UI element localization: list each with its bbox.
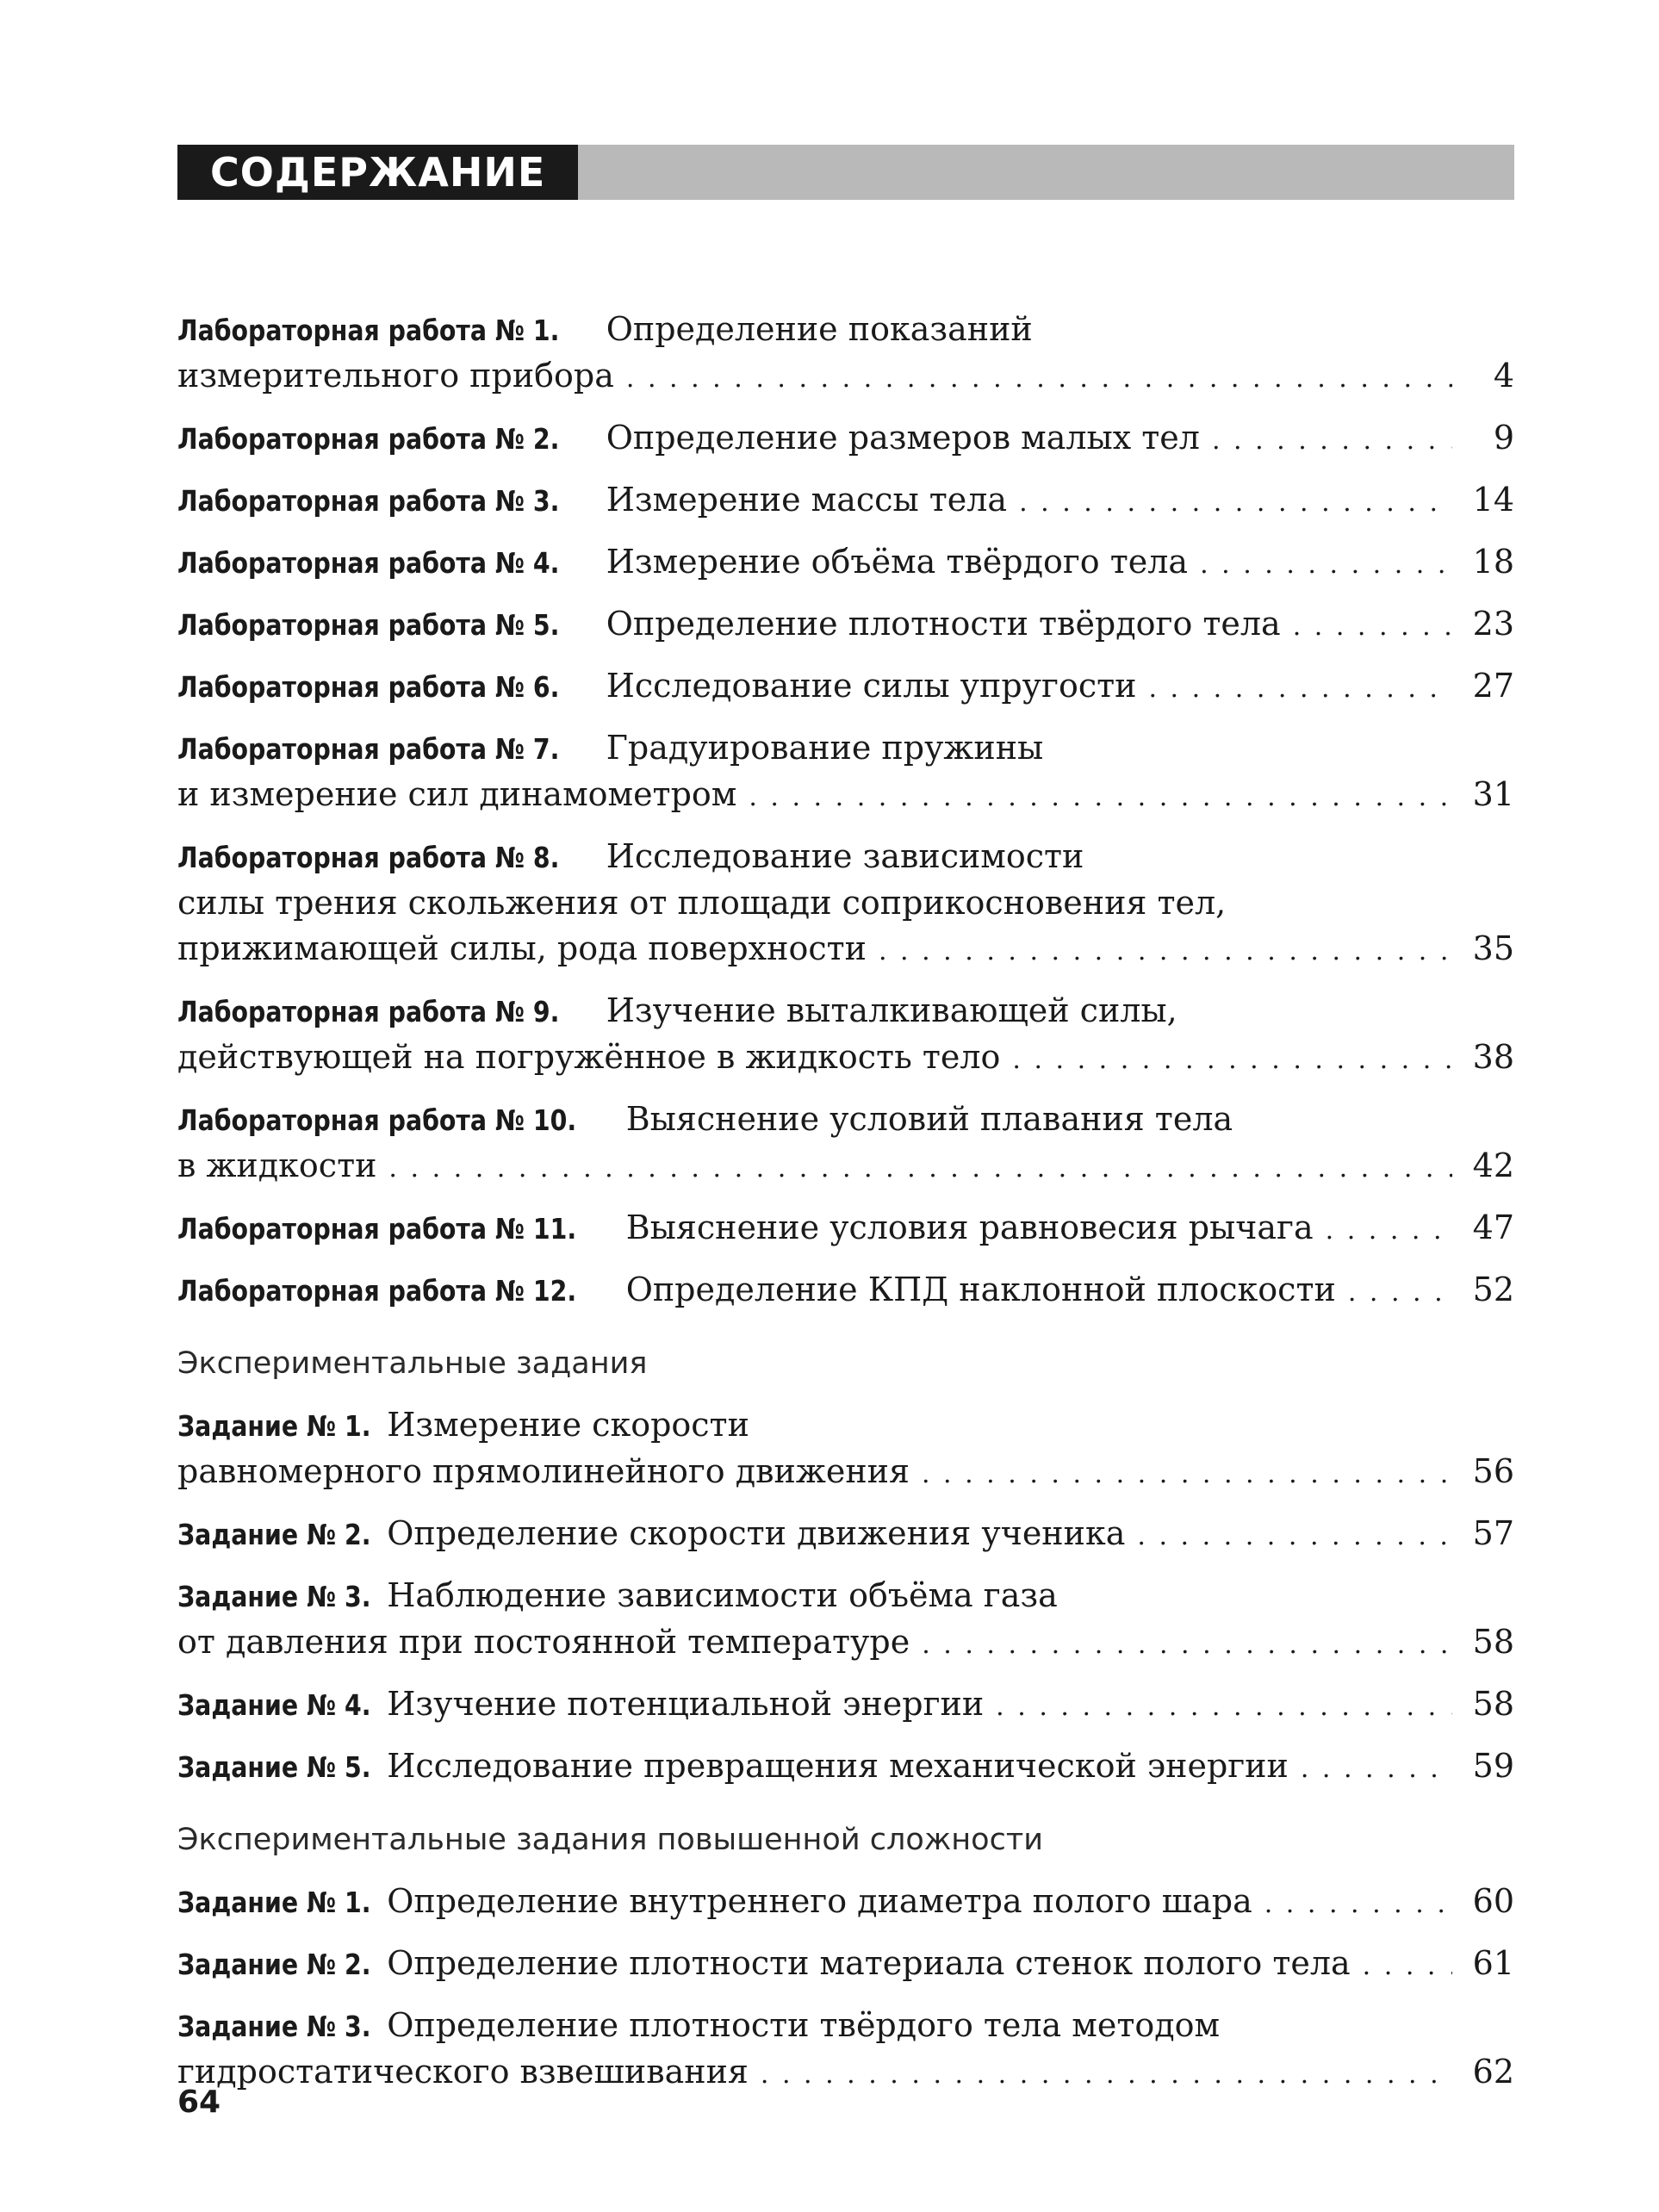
toc-entry-title: в жидкости [177,1146,377,1184]
toc-entry[interactable] [177,415,1514,463]
toc-entry[interactable] [177,2003,1514,2097]
toc-entry-label: Лабораторная работа № 10. [177,1103,577,1137]
toc-entry-title: Измерение объёма твёрдого тела [606,543,1189,581]
toc-page-number: 52 [1472,1271,1514,1308]
toc-entry[interactable] [177,663,1514,711]
toc-page-number: 62 [1472,2053,1514,2091]
toc-page-number: 58 [1472,1685,1514,1723]
toc-entry-line [177,988,1514,1035]
toc-entry-line [177,1573,1514,1619]
toc-entry-title: Наблюдение зависимости объёма газа [387,1576,1058,1614]
toc-entry[interactable] [177,1681,1514,1730]
dot-leader [996,1684,1452,1730]
toc-entry-title: Исследование силы упругости [606,667,1137,705]
page-title: СОДЕРЖАНИЕ [177,145,578,200]
dot-leader [1293,604,1452,649]
toc-entry-title: Определение размеров малых тел [606,419,1200,457]
toc-page-number: 4 [1493,357,1514,395]
toc-entry-label: Лабораторная работа № 4. [177,546,560,580]
toc-entry[interactable] [177,307,1514,401]
toc-entry-line [177,353,1514,401]
toc-entry[interactable] [177,1267,1514,1315]
toc-entry-line [177,2049,1514,2097]
toc-entry-title: прижимающей силы, рода поверхности [177,929,867,967]
dot-leader [922,1451,1452,1497]
toc-entry-label: Задание № 1. [177,1409,371,1443]
toc-entry-title: Определение скорости движения ученика [387,1514,1126,1552]
toc-entry-title: Выяснение условия равновесия рычага [625,1209,1314,1246]
toc-entry-line [177,307,1514,353]
dot-leader [879,929,1452,974]
toc-entry-line [177,1681,1514,1730]
advanced-tasks-list [177,1879,1514,2097]
toc-entry-line [177,1743,1514,1792]
toc-page-number: 56 [1472,1452,1514,1490]
toc-entry-line [177,1879,1514,1927]
toc-entry-line [177,725,1514,772]
toc-entry[interactable] [177,725,1514,820]
toc-entry-line [177,1267,1514,1315]
dot-leader [749,774,1452,820]
dot-leader [1363,1943,1452,1989]
dot-leader [1301,1746,1452,1792]
toc-entry[interactable] [177,1941,1514,1989]
toc-page-number: 58 [1472,1623,1514,1661]
toc-entry-line [177,772,1514,820]
toc-entry-line [177,477,1514,525]
toc-page-number: 35 [1472,929,1514,967]
toc-entry-line [177,601,1514,649]
toc-entry-title: Изучение выталкивающей силы, [606,991,1177,1029]
dot-leader [1264,1881,1452,1927]
dot-leader [1019,480,1452,525]
dot-leader [922,1622,1452,1668]
toc-page-number: 18 [1472,543,1514,581]
toc-entry-label: Лабораторная работа № 6. [177,670,560,704]
toc-page-number: 59 [1472,1747,1514,1785]
toc-page-number: 23 [1472,605,1514,643]
toc-entry-line [177,834,1514,880]
toc-page-number: 60 [1472,1882,1514,1920]
toc-entry-line [177,415,1514,463]
toc-entry-title: Изучение потенциальной энергии [387,1685,985,1723]
toc-page-number: 31 [1472,775,1514,813]
toc-entry-title: Исследование превращения механической энергии [387,1747,1289,1785]
toc-entry-label: Задание № 3. [177,2010,371,2043]
toc-entry-line [177,926,1514,974]
section-heading-experimental: Экспериментальные задания [177,1346,648,1381]
toc-entry[interactable] [177,1511,1514,1559]
toc-entry-line [177,1619,1514,1668]
toc-entry-title: Определение плотности материала стенок полого тела [387,1944,1351,1982]
toc-entry-label: Задание № 2. [177,1518,371,1551]
dot-leader [761,2052,1452,2097]
toc-entry-title: гидростатического взвешивания [177,2053,749,2091]
toc-page-number: 47 [1472,1209,1514,1246]
toc-entry-line [177,1402,1514,1449]
lab-works-list [177,307,1514,1315]
table-of-contents [177,307,1514,2111]
toc-entry-line [177,1097,1514,1143]
toc-entry-line [177,1449,1514,1497]
dot-leader [1012,1037,1452,1083]
header-bar [177,145,1514,200]
toc-entry-title: Определение плотности твёрдого тела методом [387,2006,1221,2044]
toc-entry-title: Исследование зависимости [606,837,1084,875]
toc-entry-label: Лабораторная работа № 1. [177,314,560,347]
dot-leader [1137,1513,1452,1559]
toc-entry-title: измерительного прибора [177,357,614,395]
dot-leader [1212,418,1452,463]
toc-entry-label: Задание № 3. [177,1580,371,1613]
dot-leader [626,356,1452,401]
toc-entry-label: Лабораторная работа № 3. [177,484,560,518]
toc-entry-label: Лабораторная работа № 7. [177,732,560,766]
toc-entry-line [177,1941,1514,1989]
dot-leader [1200,542,1452,587]
toc-entry-label: Лабораторная работа № 2. [177,422,560,456]
dot-leader [1148,666,1452,711]
toc-page-number: 57 [1472,1514,1514,1552]
toc-entry-title: Определение показаний [606,310,1033,348]
toc-entry-title: Измерение массы тела [606,481,1008,519]
toc-entry[interactable] [177,1205,1514,1253]
toc-entry-label: Задание № 4. [177,1688,371,1722]
toc-entry[interactable] [177,1097,1514,1191]
toc-entry-title: Градуирование пружины [606,729,1044,767]
toc-entry-line [177,539,1514,587]
toc-entry[interactable] [177,988,1514,1083]
dot-leader [1348,1270,1452,1315]
experimental-tasks-list [177,1402,1514,1792]
toc-entry[interactable] [177,477,1514,525]
section-heading-advanced: Экспериментальные задания повышенной сложности [177,1823,1043,1857]
toc-entry-line [177,2003,1514,2049]
toc-entry-title: Выяснение условий плавания тела [625,1100,1233,1138]
toc-entry-line [177,880,1514,926]
toc-entry-label: Лабораторная работа № 11. [177,1212,577,1246]
toc-entry-title: силы трения скольжения от площади соприкосновения тел, [177,884,1227,922]
toc-entry-title: и измерение сил динамометром [177,775,737,813]
toc-entry-line [177,1511,1514,1559]
toc-entry-title: действующей на погружённое в жидкость тело [177,1038,1001,1076]
toc-entry-label: Задание № 2. [177,1948,371,1981]
toc-page-number: 27 [1472,667,1514,705]
toc-entry-title: Определение КПД наклонной плоскости [625,1271,1336,1308]
toc-entry[interactable] [177,1879,1514,1927]
toc-entry-line [177,1035,1514,1083]
toc-entry[interactable] [177,1743,1514,1792]
toc-entry-title: Измерение скорости [387,1406,749,1444]
toc-entry-title: от давления при постоянной температуре [177,1623,910,1661]
dot-leader [388,1146,1452,1191]
toc-entry-title: Определение внутреннего диаметра полого шара [387,1882,1252,1920]
toc-page-number: 9 [1493,419,1514,457]
page-number: 64 [177,2085,221,2120]
toc-page-number: 38 [1472,1038,1514,1076]
toc-entry-label: Задание № 5. [177,1750,371,1784]
toc-entry[interactable] [177,601,1514,649]
toc-entry-label: Лабораторная работа № 8. [177,841,560,874]
toc-page-number: 42 [1472,1146,1514,1184]
toc-entry-title: равномерного прямолинейного движения [177,1452,910,1490]
toc-entry-label: Задание № 1. [177,1886,371,1919]
toc-entry-label: Лабораторная работа № 5. [177,608,560,642]
toc-entry[interactable] [177,539,1514,587]
toc-entry[interactable] [177,834,1514,974]
toc-entry-line [177,1143,1514,1191]
toc-entry-title: Определение плотности твёрдого тела [606,605,1281,643]
toc-entry-label: Лабораторная работа № 12. [177,1274,577,1308]
toc-entry-line [177,1205,1514,1253]
toc-entry-line [177,663,1514,711]
toc-page-number: 61 [1472,1944,1514,1982]
toc-entry[interactable] [177,1573,1514,1668]
toc-entry[interactable] [177,1402,1514,1497]
toc-page-number: 14 [1472,481,1514,519]
toc-entry-label: Лабораторная работа № 9. [177,995,560,1028]
dot-leader [1326,1208,1452,1253]
